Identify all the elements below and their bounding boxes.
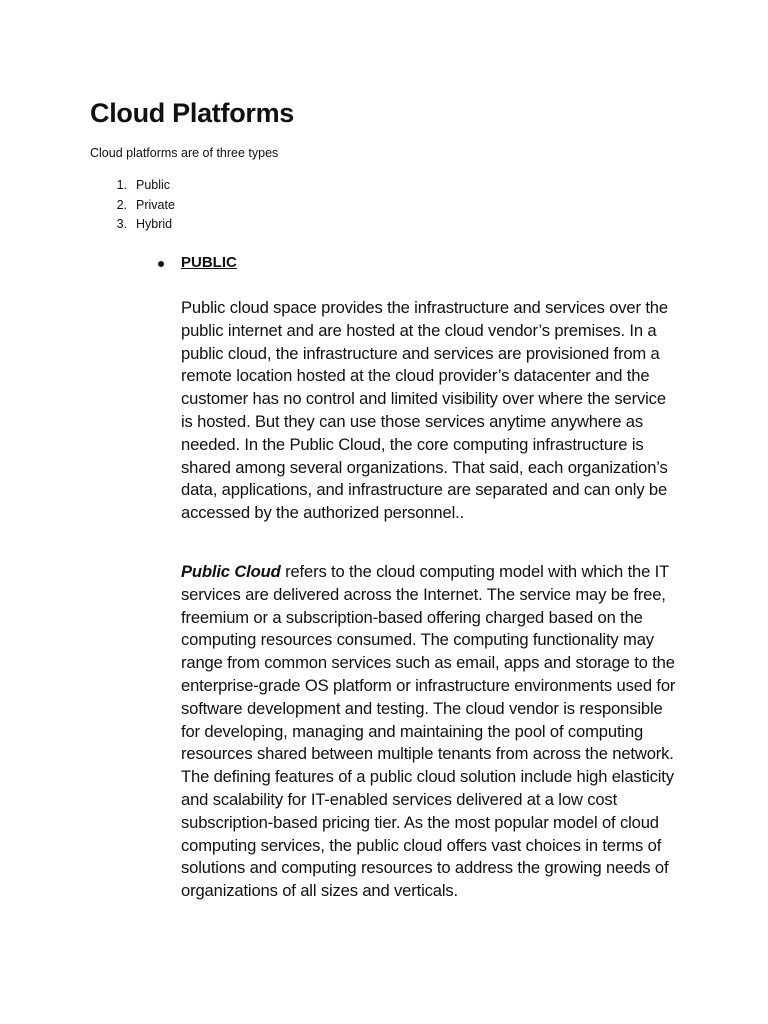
list-item [90, 196, 175, 216]
list-item-label: Public [136, 178, 171, 192]
list-number: 1. [116, 178, 127, 192]
types-list [90, 176, 175, 235]
paragraph-body: refers to the cloud computing model with which the IT services are delivered across the Internet. The service may be free, freemium or a subscription-based offering charged based on the computing resources consumed. The computing functionality may range from common services such as email, apps and storage to the enterprise-grade OS platform or infrastructure environments used for software development and testing. The cloud vendor is responsible for developing, managing and maintaining the pool of computing resources shared between multiple tenants from across the network. The defining features of a public cloud solution include high elasticity and scalability for IT-enabled services delivered at a low cost subscription-based pricing tier. As the most popular model of cloud computing services, the public cloud offers vast choices in terms of solutions and computing resources to address the growing needs of organizations of all sizes and verticals. [181, 562, 676, 901]
list-item [90, 215, 175, 235]
list-item [90, 176, 175, 196]
list-item-label: Hybrid [136, 217, 173, 231]
list-number: 2. [116, 197, 127, 212]
section-heading: PUBLIC [181, 254, 237, 271]
page-title: Cloud Platforms [90, 98, 295, 128]
section-paragraph-2 [181, 561, 681, 903]
intro-text: Cloud platforms are of three types [90, 146, 279, 160]
list-number: 3. [116, 217, 127, 231]
bullet-dot-icon [158, 261, 164, 267]
list-item-label: Private [136, 197, 175, 212]
section-paragraph-1: Public cloud space provides the infrastructure and services over the public internet and are hosted at the cloud vendor’s premises. In a public cloud, the infrastructure and services are provisioned from a remote location hosted at the cloud provider’s datacenter and the customer has no control and limited visibility over where the service is hosted. But they can use those services anytime anywhere as needed. In the Public Cloud, the core computing infrastructure is shared among several organizations. That said, each organization’s data, applications, and infrastructure are separated and can only be accessed by the authorized personnel.. [181, 298, 668, 523]
paragraph-emphasis: Public Cloud [181, 562, 281, 581]
